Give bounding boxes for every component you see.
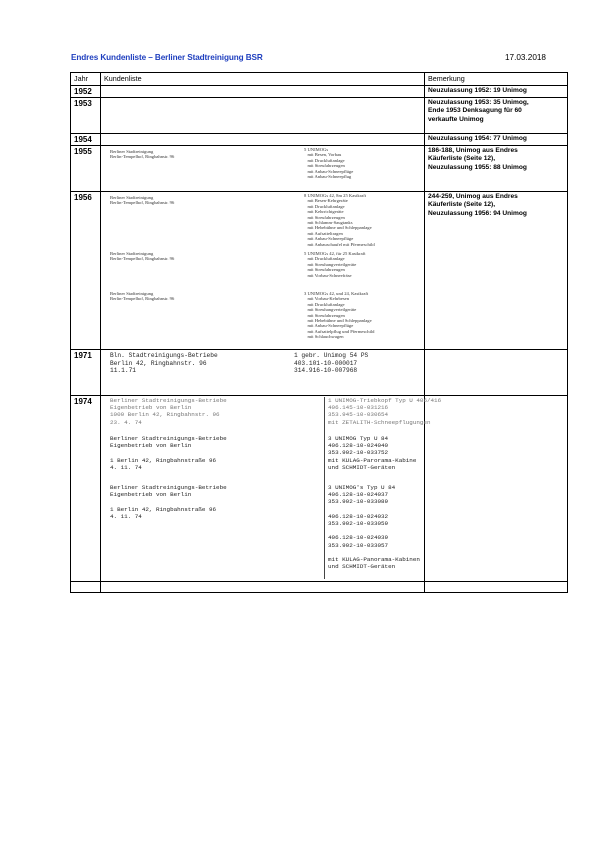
table-row-1953 — [71, 98, 568, 134]
remark-cell: Neuzulassung 1952: 19 Unimog — [425, 86, 568, 98]
vehicle-details: 1 UNIMOG-Triebkopf Typ U 406/416 406.145-10-031216 353.945-10-030654 mit ZETALITH-Schneepflugungen — [328, 397, 442, 426]
vehicle-details: 3 UNIMOG Typ U 84 406.128-10-024040 353.902-10-033752 mit KULAG-Parorama-Kabine und SCHMIDT-Geräten — [328, 435, 417, 471]
year-cell — [71, 582, 101, 593]
remark-cell: 244-259, Unimog aus Endres Käuferliste (Seite 12), Neuzulassung 1956: 94 Unimog — [425, 192, 568, 350]
year-cell: 1955 — [71, 146, 101, 192]
customer-address: Berliner Stadtreinigung Berlin-Tempelhof, Ringbahnstr. 96 — [110, 195, 175, 206]
customer-address: Berliner Stadtreinigungs-Betriebe Eigenbetrieb von Berlin 1000 Berlin 42, Ringbahnstr. 96 23. 4. 74 — [110, 397, 227, 426]
table-row-empty — [71, 582, 568, 593]
table-row-1956 — [71, 192, 568, 350]
remark-cell — [425, 582, 568, 593]
table-row-1952 — [71, 86, 568, 98]
vehicle-details: 8 UNIMOGs 42, 8m 25 Kastkraft mit Besen-Kehrgeräte mit Druckluftanlage mit Kehrrichtgeräte mit Streufahrzeugen mit Schlamm-Saugtanks mit Hebebühne und Schleppanlage mit Aufsatteltragen mit Anbau-Schneepflüge mit Anbauschaufel mit Pfermeschild — [304, 193, 375, 247]
customer-address: Berliner Stadtreinigungs-Betriebe Eigenbetrieb von Berlin 1 Berlin 42, Ringbahnstraße 96 4. 11. 74 — [110, 484, 227, 520]
customer-address: Bln. Stadtreinigungs-Betriebe Berlin 42, Ringbahnstr. 96 11.1.71 — [110, 352, 218, 375]
table-row-1971 — [71, 350, 568, 396]
customer-cell — [101, 98, 425, 134]
customer-address: Berliner Stadtreinigungs-Betriebe Eigenbetrieb von Berlin 1 Berlin 42, Ringbahnstraße 96 4. 11. 74 — [110, 435, 227, 471]
table-row-1974 — [71, 396, 568, 582]
customer-cell — [101, 192, 425, 350]
customer-cell — [101, 146, 425, 192]
table-row-1955 — [71, 146, 568, 192]
year-cell: 1953 — [71, 98, 101, 134]
remark-cell — [425, 350, 568, 396]
vehicle-details: 5 UNIMOGs mit Besen, Vorbau mit Druckluftanlage mit Streufahrzeugen mit Anbau-Schneepflüge mit Anbau-Schneepflug — [304, 147, 354, 180]
table-row-1954 — [71, 134, 568, 146]
vehicle-details: 3 UNIMOG's Typ U 84 406.128-10-024037 353.902-10-033089 406.128-10-024032 353.902-10-033059 406.128-10-024039 353.902-10-033057 mit KULAG-Panorama-Kabinen und SCHMIDT-Geräten — [328, 484, 420, 571]
vehicle-details: 1 gebr. Unimog 54 PS 403.101-10-000017 314.916-10-007968 — [294, 352, 369, 375]
document-title: Endres Kundenliste – Berliner Stadtreinigung BSR — [71, 53, 263, 62]
column-header-kundenliste: Kundenliste — [101, 73, 425, 86]
customer-table — [70, 72, 568, 593]
remark-cell — [425, 396, 568, 582]
customer-cell — [101, 134, 425, 146]
customer-cell — [101, 86, 425, 98]
customer-address: Berliner Stadtreinigung Berlin-Tempelhof, Ringbahnstr. 96 — [110, 291, 175, 302]
customer-cell — [101, 582, 425, 593]
document-date: 17.03.2018 — [505, 53, 546, 62]
customer-address: Berliner Stadtreinigung Berlin-Tempelhof, Ringbahnstr. 96 — [110, 149, 175, 160]
table-header-row — [71, 73, 568, 86]
remark-cell: Neuzulassung 1953: 35 Unimog, Ende 1953 Denksagung für 60 verkaufte Unimog — [425, 98, 568, 134]
year-cell: 1956 — [71, 192, 101, 350]
year-cell: 1954 — [71, 134, 101, 146]
column-header-bemerkung: Bemerkung — [425, 73, 568, 86]
column-header-jahr: Jahr — [71, 73, 101, 86]
remark-cell: Neuzulassung 1954: 77 Unimog — [425, 134, 568, 146]
scan-divider — [324, 397, 325, 579]
customer-cell — [101, 350, 425, 396]
customer-cell — [101, 396, 442, 582]
year-cell: 1971 — [71, 350, 101, 396]
year-cell: 1952 — [71, 86, 101, 98]
remark-cell: 186-188, Unimog aus Endres Käuferliste (Seite 12), Neuzulassung 1955: 88 Unimog — [425, 146, 568, 192]
year-cell: 1974 — [71, 396, 101, 582]
customer-address: Berliner Stadtreinigung Berlin-Tempelhof, Ringbahnstr. 96 — [110, 251, 175, 262]
vehicle-details: 3 UNIMOGs 42, und 24, Kastkraft mit Vorbau-Kehrbesen mit Druckluftanlage mit Streuhangverteilgeräte mit Streufahrzeugen mit Hebebühne und Schleppanlage mit Anbau-Schneepflüge mit Aufsattelpflug und Pfermeschild mit Schlauchwagen — [304, 291, 375, 340]
vehicle-details: 5 UNIMOGs 42, für 25 Kastkraft mit Druckluftanlage mit Streuhangverteilgeräte mit Streufahrzeugen mit Vorbau-Schneefräse — [304, 251, 366, 278]
